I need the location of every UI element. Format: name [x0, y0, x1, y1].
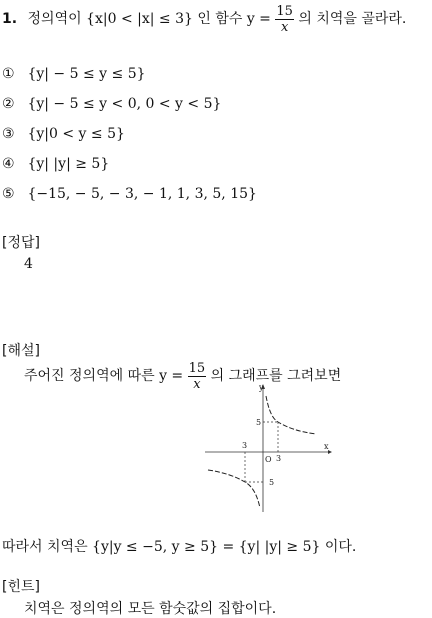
- explanation-frac-num: 15: [188, 360, 206, 376]
- option-3[interactable]: [2, 126, 125, 142]
- hint-text: 치역은 정의역의 모든 함숫값의 집합이다.: [24, 601, 277, 617]
- option-text: {y| |y| ≥ 5}: [27, 156, 110, 172]
- option-text: {−15, − 5, − 3, − 1, 1, 3, 5, 15}: [27, 186, 257, 202]
- tick-5-label: 5: [256, 418, 262, 427]
- question-frac-den: x: [280, 19, 289, 35]
- x-axis-arrow: [328, 450, 332, 454]
- question-text-a: 정의역이 {x|0 < |x| ≤ 3} 인 함수 y =: [27, 11, 276, 27]
- option-marker: ②: [2, 96, 15, 112]
- answer-value: 4: [24, 256, 33, 272]
- curve-negative-branch: [208, 470, 260, 508]
- option-5[interactable]: [2, 186, 257, 202]
- option-4[interactable]: [2, 156, 109, 172]
- option-marker: ③: [2, 126, 15, 142]
- y-axis-label: y: [259, 383, 264, 392]
- option-marker: ⑤: [2, 186, 15, 202]
- explanation-conclusion: 따라서 치역은 {y|y ≤ −5, y ≥ 5} = {y| |y| ≥ 5} 이다.: [2, 539, 357, 555]
- explanation-text-a: 주어진 정의역에 따른 y =: [24, 368, 188, 384]
- option-text: {y| − 5 ≤ y < 0, 0 < y < 5}: [27, 96, 222, 112]
- origin-label: O: [265, 455, 272, 464]
- option-1[interactable]: [2, 66, 146, 82]
- question-fraction: [275, 4, 294, 35]
- option-marker: ④: [2, 156, 15, 172]
- curve-positive-branch: [266, 396, 316, 434]
- explanation-label: [해설]: [2, 343, 40, 359]
- graph-svg: [200, 382, 335, 514]
- graph-figure: [200, 382, 335, 514]
- tick-neg3-label: 3: [242, 441, 248, 450]
- option-text: {y| − 5 ≤ y ≤ 5}: [27, 66, 146, 82]
- question-text-b: 의 치역을 골라라.: [293, 11, 407, 27]
- option-marker: ①: [2, 66, 15, 82]
- tick-neg5-label: 5: [269, 478, 275, 487]
- answer-label: [정답]: [2, 235, 40, 251]
- question-frac-num: 15: [276, 3, 293, 19]
- question-number: 1.: [2, 11, 18, 27]
- question-line: [2, 2, 406, 36]
- option-text: {y|0 < y ≤ 5}: [27, 126, 125, 142]
- tick-3-label: 3: [276, 454, 282, 463]
- explanation-frac-den: x: [193, 376, 201, 392]
- hint-label: [힌트]: [2, 579, 40, 595]
- x-axis-label: x: [324, 442, 329, 451]
- explanation-text-b: 의 그래프를 그려보면: [206, 368, 342, 384]
- option-2[interactable]: [2, 96, 221, 112]
